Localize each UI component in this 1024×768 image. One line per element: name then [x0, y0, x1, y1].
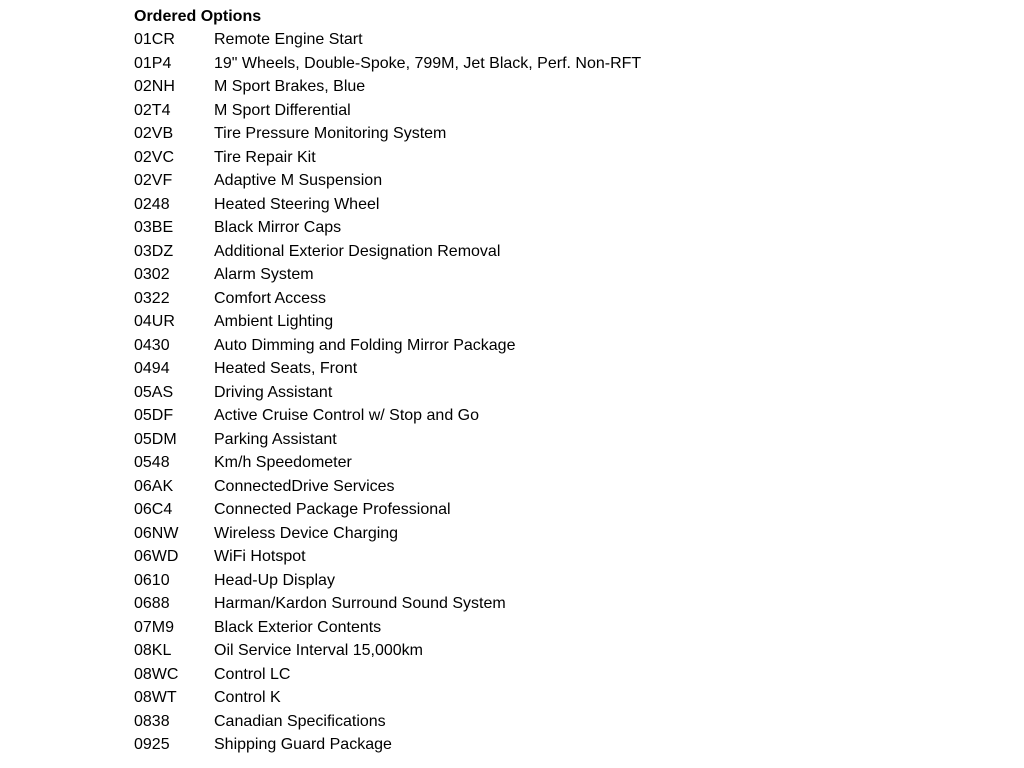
option-row [134, 710, 934, 734]
option-description: Heated Steering Wheel [214, 195, 380, 213]
option-description: Auto Dimming and Folding Mirror Package [214, 336, 516, 354]
option-code: 0302 [134, 266, 170, 283]
option-description: Km/h Speedometer [214, 454, 352, 471]
option-description: Control LC [214, 665, 291, 683]
option-code: 0548 [134, 454, 170, 471]
option-description: Head-Up Display [214, 571, 335, 589]
option-row [134, 475, 934, 499]
option-description: Black Exterior Contents [214, 618, 382, 636]
option-code: 05DM [134, 430, 177, 448]
option-code: 07M9 [134, 618, 175, 636]
option-description: Comfort Access [214, 289, 327, 307]
option-description: Oil Service Interval 15,000km [214, 642, 423, 659]
section-title: Ordered Options [134, 8, 262, 25]
option-description: Remote Engine Start [214, 31, 363, 48]
option-description: Alarm System [214, 266, 314, 283]
option-description: 19" Wheels, Double-Spoke, 799M, Jet Black, Perf. Non-RFT [214, 54, 642, 72]
option-description: Shipping Guard Package [214, 736, 392, 753]
option-code: 02VF [134, 172, 173, 189]
option-row [134, 428, 934, 452]
option-code: 08WC [134, 665, 179, 683]
option-row [134, 451, 934, 475]
options-list [134, 28, 934, 757]
option-code: 02NH [134, 78, 175, 95]
option-row [134, 334, 934, 358]
option-description: Heated Seats, Front [214, 360, 358, 377]
option-code: 08WT [134, 689, 177, 706]
option-description: Harman/Kardon Surround Sound System [214, 595, 506, 612]
option-row [134, 663, 934, 687]
option-code: 0688 [134, 595, 170, 612]
option-code: 0430 [134, 336, 170, 354]
option-row [134, 263, 934, 287]
option-row [134, 169, 934, 193]
option-code: 01CR [134, 31, 175, 48]
option-row [134, 381, 934, 405]
option-row [134, 75, 934, 99]
option-row [134, 240, 934, 264]
option-code: 06AK [134, 477, 174, 495]
option-code: 08KL [134, 642, 172, 659]
option-code: 01P4 [134, 54, 172, 72]
option-description: Black Mirror Caps [214, 219, 342, 236]
option-row [134, 122, 934, 146]
option-code: 05AS [134, 383, 174, 401]
option-description: Active Cruise Control w/ Stop and Go [214, 407, 480, 424]
option-code: 04UR [134, 313, 175, 330]
option-row [134, 639, 934, 663]
option-description: Tire Pressure Monitoring System [214, 125, 447, 142]
option-row [134, 522, 934, 546]
option-description: ConnectedDrive Services [214, 477, 395, 495]
option-code: 0322 [134, 289, 170, 307]
option-row [134, 616, 934, 640]
option-row [134, 28, 934, 52]
option-row [134, 592, 934, 616]
option-code: 0925 [134, 736, 170, 753]
ordered-options-document [134, 6, 934, 757]
option-description: Canadian Specifications [214, 712, 386, 730]
option-row [134, 686, 934, 710]
option-row [134, 545, 934, 569]
option-code: 02VC [134, 148, 175, 166]
option-description: WiFi Hotspot [214, 548, 306, 565]
option-row [134, 733, 934, 757]
option-code: 05DF [134, 407, 174, 424]
option-code: 03BE [134, 219, 174, 236]
option-row [134, 216, 934, 240]
option-description: Connected Package Professional [214, 501, 451, 518]
option-description: Adaptive M Suspension [214, 172, 383, 189]
option-row [134, 193, 934, 217]
option-code: 02T4 [134, 101, 171, 119]
option-description: Parking Assistant [214, 430, 337, 448]
option-code: 02VB [134, 125, 174, 142]
option-description: Driving Assistant [214, 383, 333, 401]
option-row [134, 287, 934, 311]
option-row [134, 52, 934, 76]
option-description: Additional Exterior Designation Removal [214, 242, 501, 260]
option-row [134, 99, 934, 123]
option-code: 0248 [134, 195, 170, 213]
option-description: Ambient Lighting [214, 313, 334, 330]
option-code: 06WD [134, 548, 179, 565]
option-row [134, 569, 934, 593]
option-row [134, 146, 934, 170]
option-row [134, 310, 934, 334]
option-description: Wireless Device Charging [214, 524, 399, 542]
option-row [134, 498, 934, 522]
option-description: Control K [214, 689, 281, 706]
option-description: Tire Repair Kit [214, 148, 316, 166]
option-row [134, 404, 934, 428]
option-code: 0610 [134, 571, 170, 589]
option-code: 03DZ [134, 242, 174, 260]
option-description: M Sport Differential [214, 101, 351, 119]
option-description: M Sport Brakes, Blue [214, 78, 366, 95]
option-code: 06C4 [134, 501, 173, 518]
option-code: 0494 [134, 360, 170, 377]
option-row [134, 357, 934, 381]
option-code: 06NW [134, 524, 179, 542]
option-code: 0838 [134, 712, 170, 730]
